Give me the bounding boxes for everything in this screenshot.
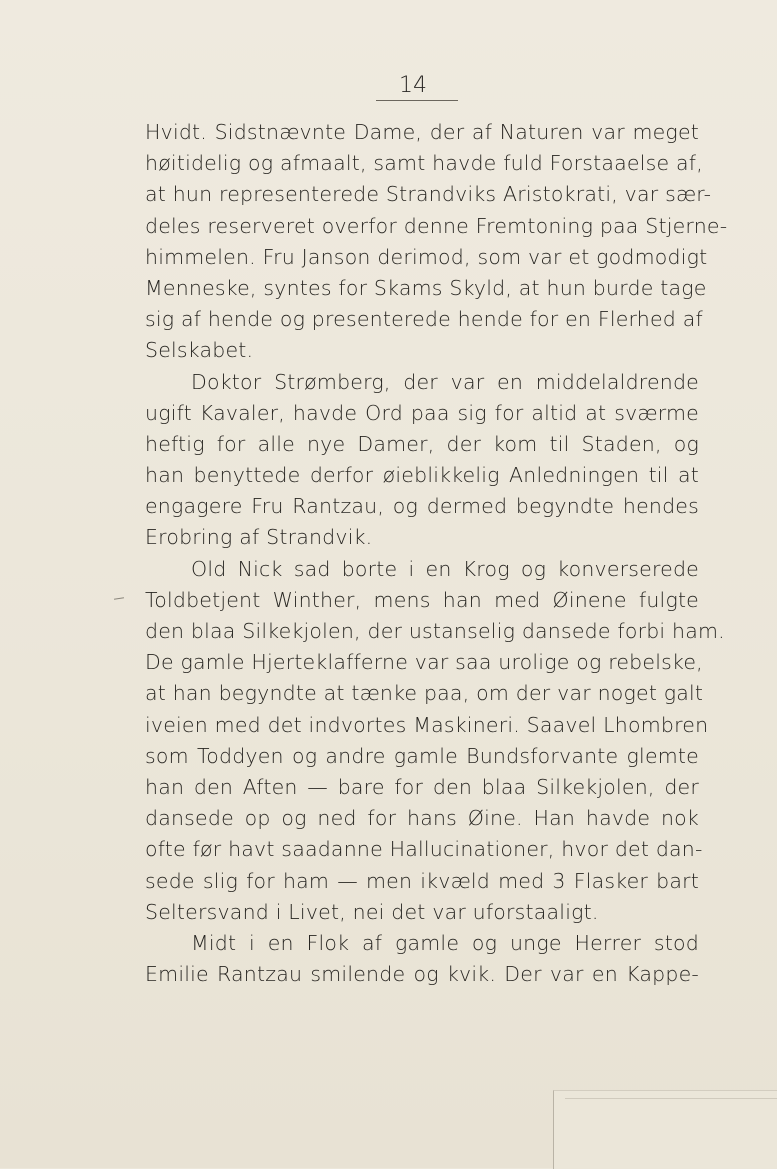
text-line: dansede op og ned for hans Øine. Han havde nok [145,806,699,831]
text-line: Emilie Rantzau smilende og kvik. Der var en Kappe- [145,962,699,987]
page-number: 14 [399,73,427,98]
text-line: han benyttede derfor øieblikkelig Anledningen til at [145,463,699,488]
text-line: himmelen. Fru Janson derimod, som var et godmodigt [145,244,708,269]
text-line: De gamle Hjerteklafferne var saa urolige og rebelske, [145,650,703,675]
text-line: Selskabet. [145,338,254,363]
corner-slip-edge [565,1098,777,1099]
paragraph-first-line: Doktor Strømberg, der var en middelaldrende [191,369,699,394]
text-line: ofte før havt saadanne Hallucinationer, hvor det dan- [145,837,703,862]
text-line: Toldbetjent Winther, mens han med Øinene fulgte [145,587,699,612]
corner-paper-slip [553,1090,777,1169]
text-line: Menneske, syntes for Skams Skyld, at hun burde tage [145,275,707,300]
text-line: deles reserveret overfor denne Fremtoning paa Stjerne- [145,213,728,238]
paragraph-first-line: Old Nick sad borte i en Krog og konverserede [191,556,699,581]
text-line: engagere Fru Rantzau, og dermed begyndte hendes [145,494,699,519]
body-text [145,117,728,990]
margin-mark [114,597,124,599]
text-line: Hvidt. Sidstnævnte Dame, der af Naturen var meget [145,120,699,144]
text-line: Erobring af Strandvik. [145,525,373,550]
text-line: han den Aften — bare for den blaa Silkekjolen, der [145,774,699,799]
text-line: at han begyndte at tænke paa, om der var noget galt [145,681,704,706]
text-line: ugift Kavaler, havde Ord paa sig for altid at sværme [145,400,699,425]
text-line: Seltersvand i Livet, nei det var uforstaaligt. [145,899,599,924]
page-number-rule [376,100,458,101]
text-line: den blaa Silkekjolen, der ustanselig dansede forbi ham. [145,619,725,643]
text-line: heftig for alle nye Damer, der kom til Staden, og [145,431,699,456]
text-line: at hun representerede Strandviks Aristokrati, var sær- [145,182,712,207]
paragraph-first-line: Midt i en Flok af gamle og unge Herrer stod [191,930,699,955]
text-line: sede slig for ham — men ikvæld med 3 Flasker bart [145,868,699,893]
text-line: som Toddyen og andre gamle Bundsforvante glemte [145,743,699,768]
text-line: høitidelig og afmaalt, samt havde fuld Forstaaelse af, [145,151,703,176]
text-line: sig af hende og presenterede hende for en Flerhed af [145,307,703,332]
text-line: iveien med det indvortes Maskineri. Saavel Lhombren [145,712,709,737]
